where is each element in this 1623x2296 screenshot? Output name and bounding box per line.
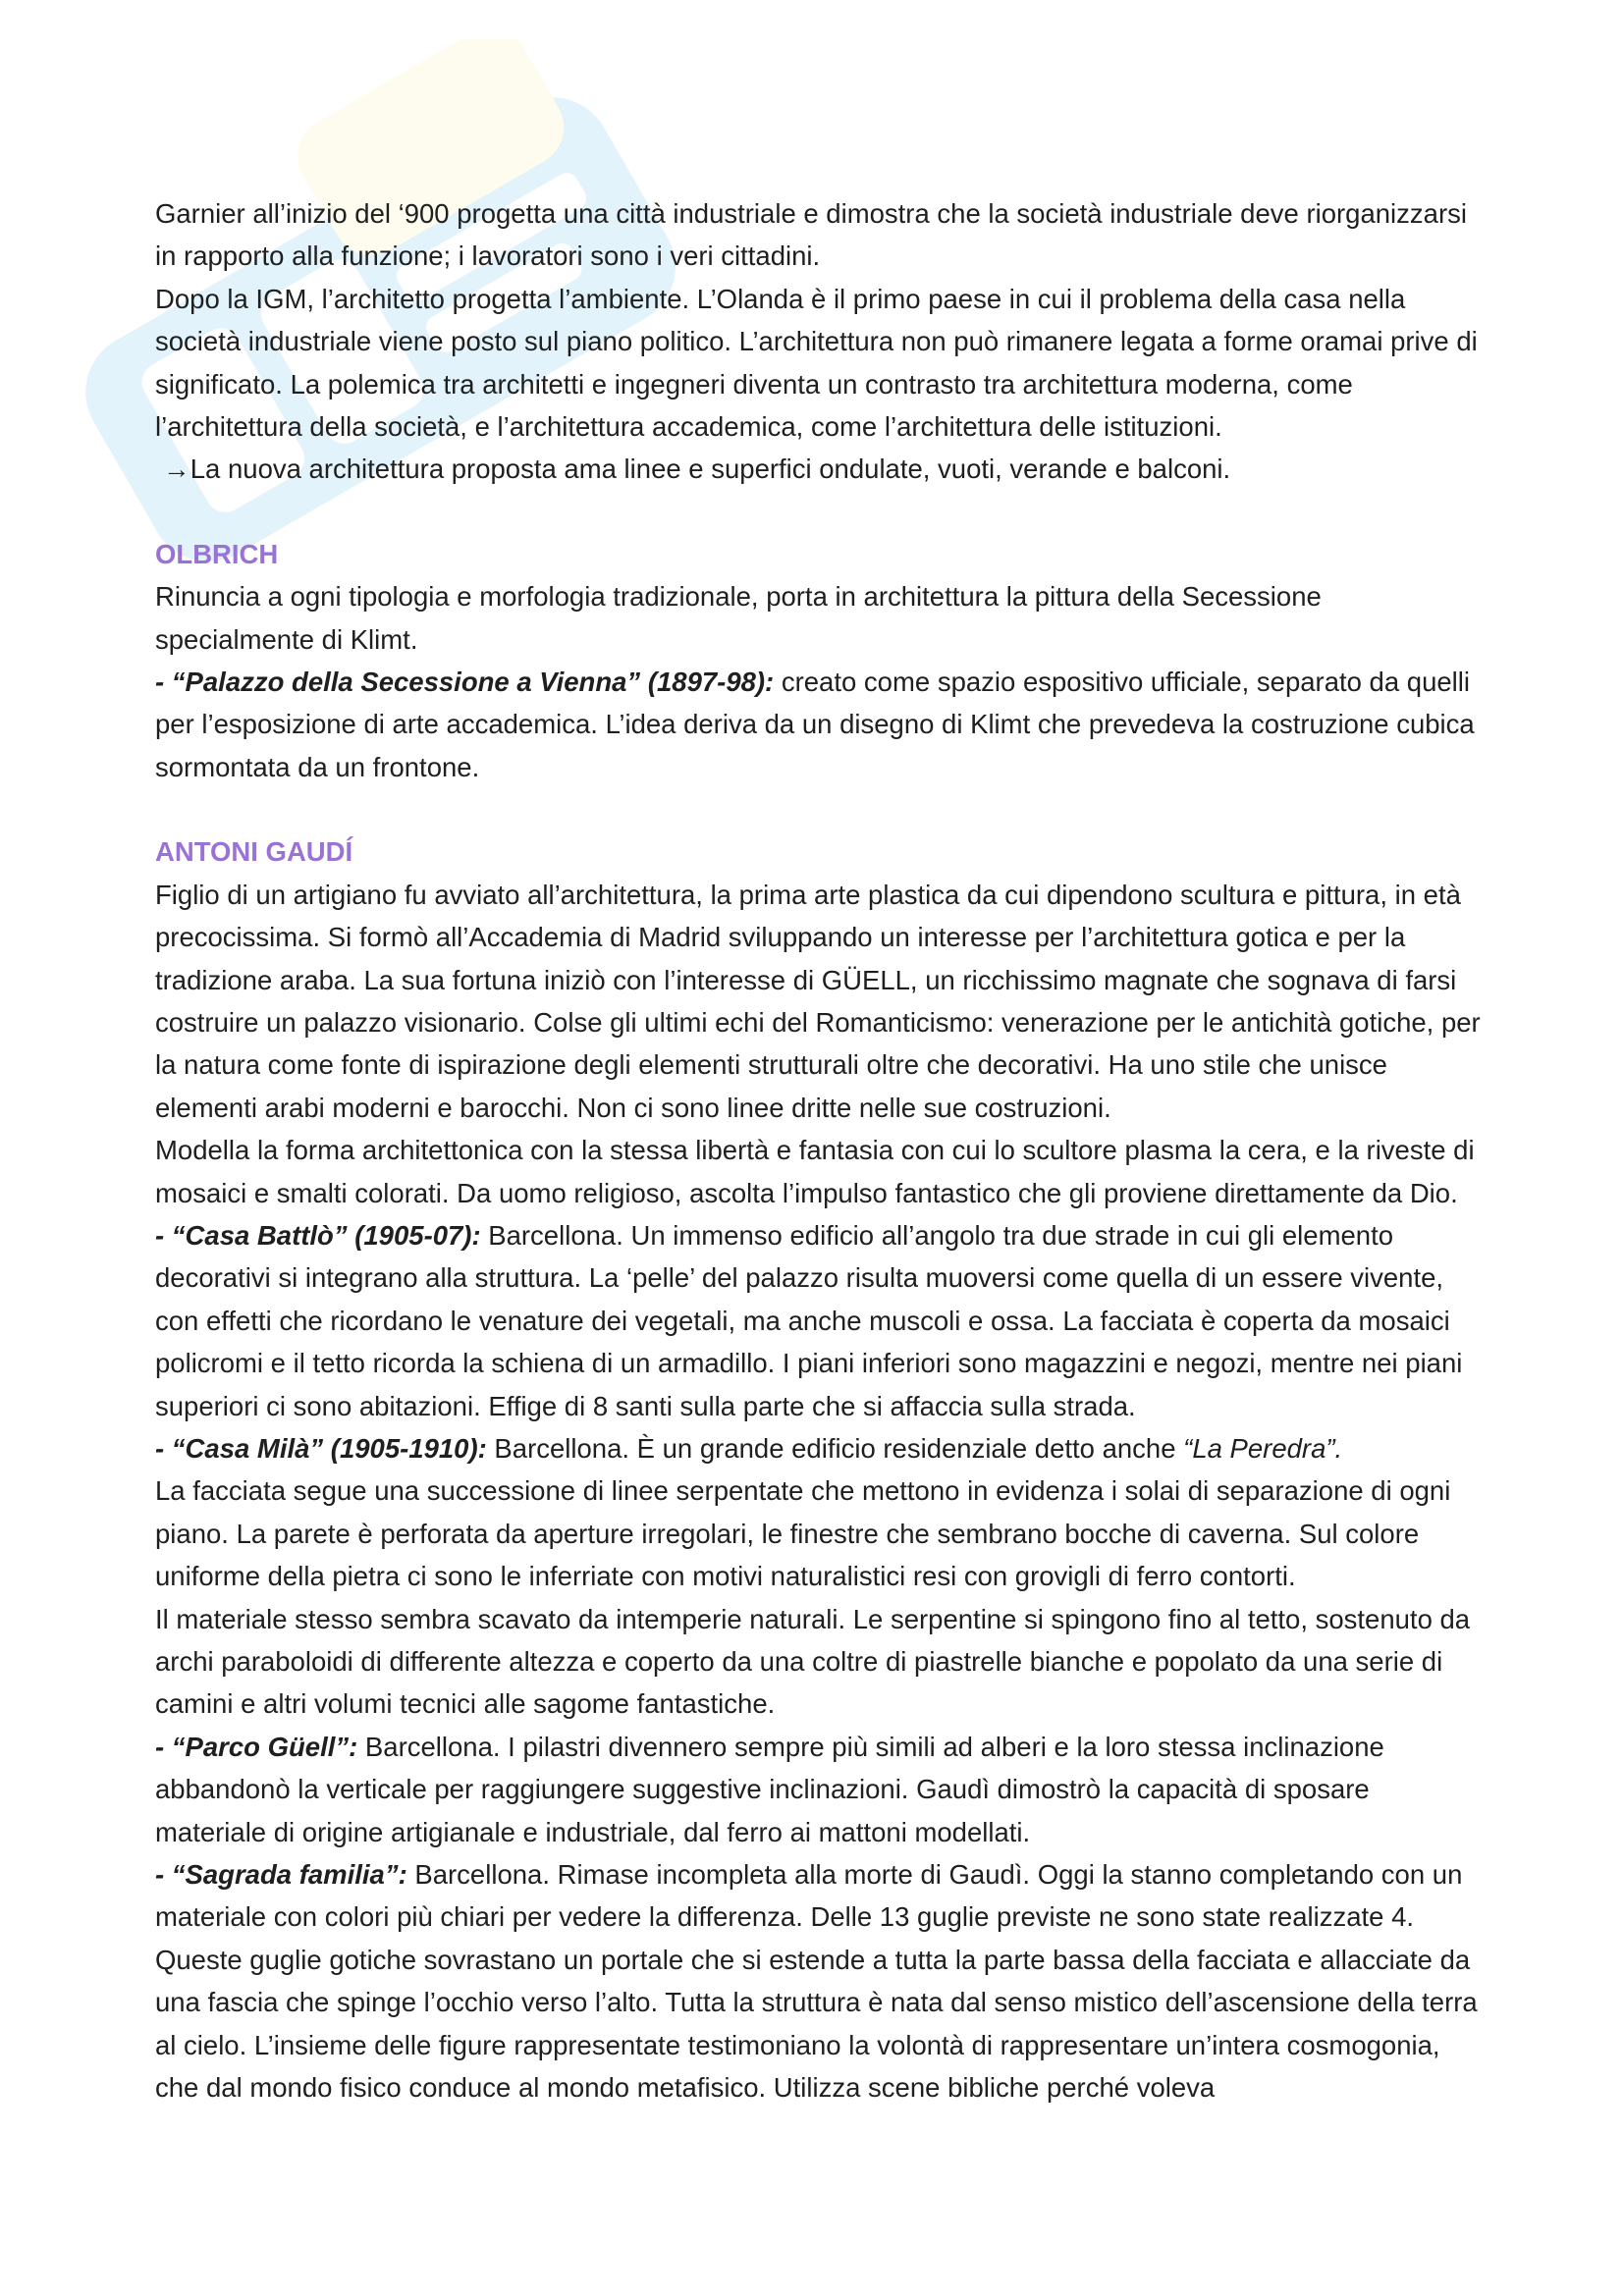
gaudi-paragraph-1: Figlio di un artigiano fu avviato all’architettura, la prima arte plastica da cui dipendono scultura e pittura, in età precocissima. Si formò all’Accademia di Madrid sviluppando un interesse per l’architettura gotica e per la tradizione araba. La sua fortuna iniziò con l’interesse di GÜELL, un ricchissimo magnate che sognava di farsi costruire un palazzo visionario. Colse gli ultimi echi del Romanticismo: venerazione per le antichità gotiche, per la natura come fonte di ispirazione degli elementi strutturali oltre che decorativi. Ha uno stile che unisce elementi arabi moderni e barocchi. Non ci sono linee dritte nelle sue costruzioni. xyxy=(155,879,1481,1123)
heading-olbrich: OLBRICH xyxy=(155,538,279,569)
work-text: creato come spazio espositivo ufficiale, separato da quelli per l’esposizione di arte accademica. L’idea deriva da un disegno di Klimt che prevedeva la costruzione cubica sormontata da un frontone. xyxy=(155,667,1475,782)
document-body xyxy=(155,192,1483,2109)
work-text: Barcellona. I pilastri divennero sempre più simili ad alberi e la loro stessa inclinazione abbandonò la verticale per raggiungere suggestive inclinazioni. Gaudì dimostrò la capacità di sposare materiale di origine artigianale e industriale, dal ferro ai mattoni modellati. xyxy=(155,1731,1384,1847)
gaudi-work-sagrada xyxy=(155,1853,1483,2109)
arrow-icon: → xyxy=(163,454,190,485)
gaudi-work-guell xyxy=(155,1726,1483,1853)
intro-paragraph-2: Dopo la IGM, l’architetto progetta l’ambiente. L’Olanda è il primo paese in cui il problema della casa nella società industriale viene posto sul piano politico. L’architettura non può rimanere legata a forme oramai prive di significato. La polemica tra architetti e ingegneri diventa un contrasto tra architettura moderna, come l’architettura della società, e l’architettura accademica, come l’architettura delle istituzioni. xyxy=(155,283,1478,443)
work-text: Barcellona. Un immenso edificio all’angolo tra due strade in cui gli elemento decorativi si integrano alla struttura. La ‘pelle’ del palazzo risulta muoversi come quella di un essere vivente, con effetti che ricordano le venature dei vegetali, ma anche muscoli e ossa. La facciata è coperta da mosaici policromi e il tetto ricorda la schiena di un armadillo. I piani inferiori sono magazzini e negozi, mentre nei piani superiori ci sono abitazioni. Effige di 8 santi sulla parte che si affaccia sulla strada. xyxy=(155,1219,1463,1421)
gaudi-mila-paragraph-2: La facciata segue una successione di linee serpentate che mettono in evidenza i solai di separazione di ogni piano. La parete è perforata da aperture irregolari, le finestre che sembrano bocche di caverna. Sul colore uniforme della pietra ci sono le inferriate con motivi naturalistici resi con grovigli di ferro contorti. xyxy=(155,1475,1451,1592)
work-text: Barcellona. Rimase incompleta alla morte di Gaudì. Oggi la stanno completando con un materiale con colori più chiari per vedere la differenza. Delle 13 guglie previste ne sono state realizzate 4. Queste guglie gotiche sovrastano un portale che si estende a tutta la parte bassa della facciata e allacciate da una fascia che spinge l’occhio verso l’alto. Tutta la struttura è nata dal senso mistico dell’ascensione della terra al cielo. L’insieme delle figure rappresentate testimoniano la volontà di rappresentare un’intera cosmogonia, che dal mondo fisico conduce al mondo metafisico. Utilizza scene bibliche perché voleva xyxy=(155,1859,1478,2104)
gaudi-mila-paragraph-3: Il materiale stesso sembra scavato da intemperie naturali. Le serpentine si spingono fino al tetto, sostenuto da archi paraboloidi di differente altezza e coperto da una coltre di piastrelle bianche e popolato da una serie di camini e altri volumi tecnici alle sagome fantastiche. xyxy=(155,1603,1471,1720)
work-alias: “La Peredra”. xyxy=(1183,1432,1343,1464)
work-title: - “Parco Güell”: xyxy=(155,1731,358,1762)
gaudi-work-batllo xyxy=(155,1214,1483,1427)
work-title: - “Palazzo della Secessione a Vienna” (1897-98): xyxy=(155,667,775,698)
work-title: - “Casa Milà” (1905-1910): xyxy=(155,1432,487,1464)
intro-paragraph-1: Garnier all’inizio del ‘900 progetta una città industriale e dimostra che la società industriale deve riorganizzarsi in rapporto alla funzione; i lavoratori sono i veri cittadini. xyxy=(155,198,1467,272)
olbrich-work-1 xyxy=(155,661,1483,788)
work-text: Barcellona. È un grande edificio residenziale detto anche xyxy=(486,1432,1184,1464)
spacer xyxy=(155,788,1483,830)
olbrich-paragraph-1: Rinuncia a ogni tipologia e morfologia tradizionale, porta in architettura la pittura della Secessione specialmente di Klimt. xyxy=(155,581,1322,655)
gaudi-work-mila xyxy=(155,1427,1483,1469)
work-title: - “Sagrada familia”: xyxy=(155,1859,407,1891)
intro-arrow-line xyxy=(155,448,1483,490)
intro-paragraph-3: La nuova architettura proposta ama linee e superfici ondulate, vuoti, verande e balconi. xyxy=(189,454,1231,485)
work-title: - “Casa Battlò” (1905-07): xyxy=(155,1219,481,1251)
spacer xyxy=(155,491,1483,533)
heading-gaudi: ANTONI GAUDÍ xyxy=(155,836,353,868)
gaudi-paragraph-2: Modella la forma architettonica con la stessa libertà e fantasia con cui lo scultore plasma la cera, e la riveste di mosaici e smalti colorati. Da uomo religioso, ascolta l’impulso fantastico che gli proviene direttamente da Dio. xyxy=(155,1135,1475,1208)
